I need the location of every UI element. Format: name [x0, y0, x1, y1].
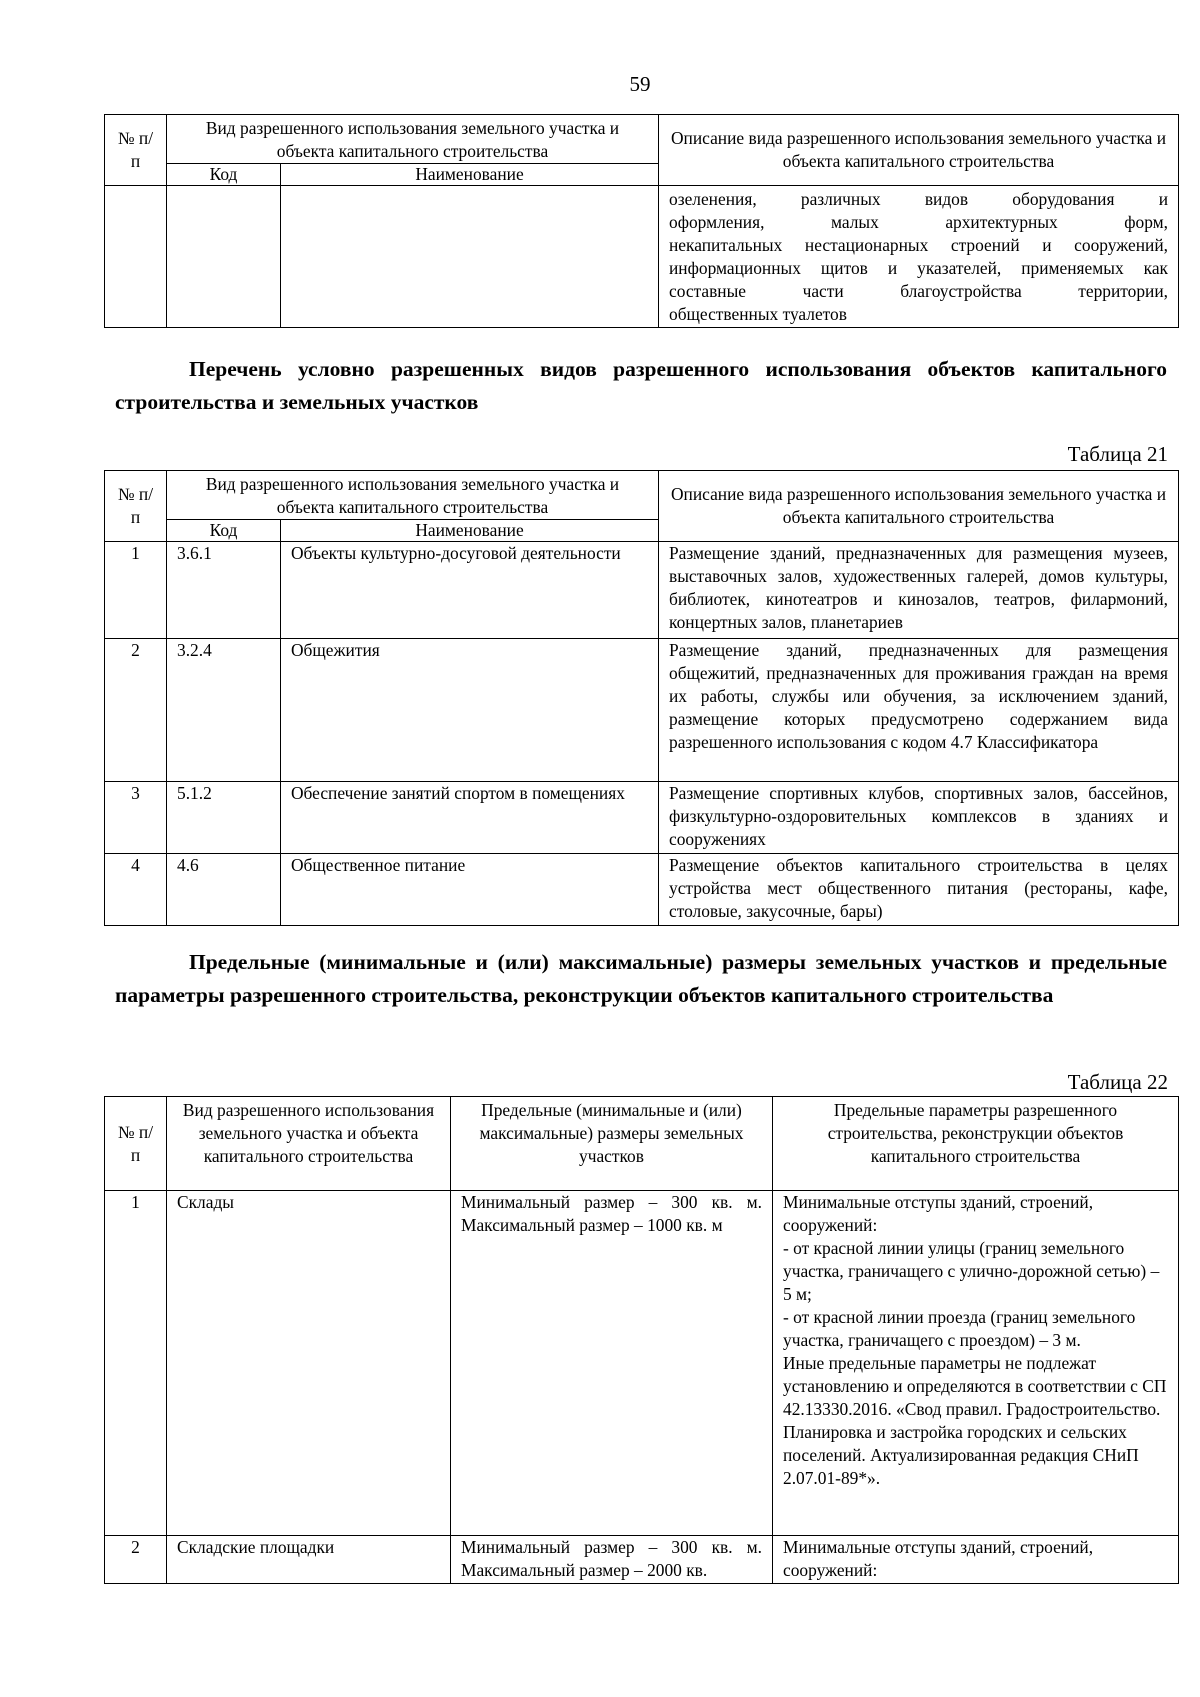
param-paragraph: Иные предельные параметры не подлежат установлению и определяются в соответствии с СП 42.13330.2016. «Свод правил. Градостроительство. Планировка и застройка городских и сельских поселений. Актуализированная редакция СНиП 2.07.01-89*».: [783, 1353, 1167, 1488]
row-desc: Размещение зданий, предназначенных для размещения музеев, выставочных залов, художественных галерей, домов культуры, библиотек, кинотеатров и кинозалов, театров, филармоний, концертных залов, планетариев: [659, 542, 1179, 639]
t22-header-params: Предельные параметры разрешенного строительства, реконструкции объектов капитального строительства: [773, 1097, 1179, 1191]
row-name: Обеспечение занятий спортом в помещениях: [281, 782, 659, 854]
cont-code-cell: [167, 186, 281, 328]
row-num: 3: [105, 782, 167, 854]
header-opisanie: Описание вида разрешенного использования земельного участка и объекта капитального строительства: [659, 115, 1179, 186]
table-row: [105, 542, 1179, 639]
table-row: [105, 782, 1179, 854]
row-sizes: Минимальный размер – 300 кв. м. Максимальный размер – 1000 кв. м: [451, 1191, 773, 1536]
header-naim: Наименование: [281, 520, 659, 542]
cont-num-cell: [105, 186, 167, 328]
param-paragraph: Минимальные отступы зданий, строений, сооружений:: [783, 1537, 1094, 1580]
header-num: № п/п: [105, 471, 167, 542]
row-code: 4.6: [167, 854, 281, 926]
cont-name-cell: [281, 186, 659, 328]
row-vid: Складские площадки: [167, 1536, 451, 1584]
header-kod: Код: [167, 520, 281, 542]
header-opisanie: Описание вида разрешенного использования земельного участка и объекта капитального строительства: [659, 471, 1179, 542]
row-vid: Склады: [167, 1191, 451, 1536]
table-continuation: [104, 114, 1179, 328]
cont-line: информационных щитов и указателей, применяемых как: [669, 258, 1168, 278]
row-num: 2: [105, 639, 167, 782]
table-22: [104, 1096, 1179, 1584]
header-vid: Вид разрешенного использования земельного участка и объекта капитального строительства: [167, 471, 659, 520]
heading-conditional-uses: Перечень условно разрешенных видов разрешенного использования объектов капитального строительства и земельных участков: [115, 357, 1167, 414]
heading-limit-parameters: Предельные (минимальные и (или) максимальные) размеры земельных участков и предельные параметры разрешенного строительства, реконструкции объектов капитального строительства: [115, 950, 1167, 1007]
row-num: 2: [105, 1536, 167, 1584]
header-vid: Вид разрешенного использования земельного участка и объекта капитального строительства: [167, 115, 659, 164]
param-paragraph: Минимальные отступы зданий, строений, сооружений:: [783, 1192, 1094, 1235]
table-row: [105, 1191, 1179, 1536]
cont-desc-cell: [659, 186, 1179, 328]
row-num: 1: [105, 1191, 167, 1536]
t22-header-vid: Вид разрешенного использования земельного участка и объекта капитального строительства: [167, 1097, 451, 1191]
row-code: 3.6.1: [167, 542, 281, 639]
row-desc: Размещение спортивных клубов, спортивных залов, бассейнов, физкультурно-оздоровительных комплексов в зданиях и сооружениях: [659, 782, 1179, 854]
table22-caption: Таблица 22: [1067, 1070, 1168, 1094]
cont-line: общественных туалетов: [669, 304, 847, 324]
row-name: Общежития: [281, 639, 659, 782]
t22-header-num: № п/п: [105, 1097, 167, 1191]
table21-caption: Таблица 21: [1067, 442, 1168, 466]
row-desc: Размещение зданий, предназначенных для размещения общежитий, предназначенных для проживания граждан на время их работы, службы или обучения, за исключением зданий, размещение которых предусмотрено содержанием вида разрешенного использования с кодом 4.7 Классификатора: [659, 639, 1179, 782]
table-row: [105, 854, 1179, 926]
cont-line: некапитальных нестационарных строений и сооружений,: [669, 235, 1168, 255]
row-name: Объекты культурно-досуговой деятельности: [281, 542, 659, 639]
table-21: [104, 470, 1179, 926]
row-code: 3.2.4: [167, 639, 281, 782]
header-kod: Код: [167, 164, 281, 186]
cont-line: оформления, малых архитектурных форм,: [669, 212, 1168, 232]
header-naim: Наименование: [281, 164, 659, 186]
row-params: [773, 1191, 1179, 1536]
cont-line: озеленения, различных видов оборудования и: [669, 189, 1168, 209]
table-row: [105, 639, 1179, 782]
param-paragraph: - от красной линии проезда (границ земельного участка, граничащего с проездом) – 3 м.: [783, 1307, 1136, 1350]
row-sizes: Минимальный размер – 300 кв. м. Максимальный размер – 2000 кв.: [451, 1536, 773, 1584]
table-row: [105, 1536, 1179, 1584]
cont-line: составные части благоустройства территории,: [669, 281, 1168, 301]
header-num: № п/п: [105, 115, 167, 186]
row-params: [773, 1536, 1179, 1584]
row-desc: Размещение объектов капитального строительства в целях устройства мест общественного питания (рестораны, кафе, столовые, закусочные, бары): [659, 854, 1179, 926]
row-num: 4: [105, 854, 167, 926]
page-number: 59: [629, 72, 651, 96]
row-code: 5.1.2: [167, 782, 281, 854]
t22-header-sizes: Предельные (минимальные и (или) максимальные) размеры земельных участков: [451, 1097, 773, 1191]
row-name: Общественное питание: [281, 854, 659, 926]
row-num: 1: [105, 542, 167, 639]
param-paragraph: - от красной линии улицы (границ земельного участка, граничащего с улично-дорожной сетью) – 5 м;: [783, 1238, 1160, 1304]
